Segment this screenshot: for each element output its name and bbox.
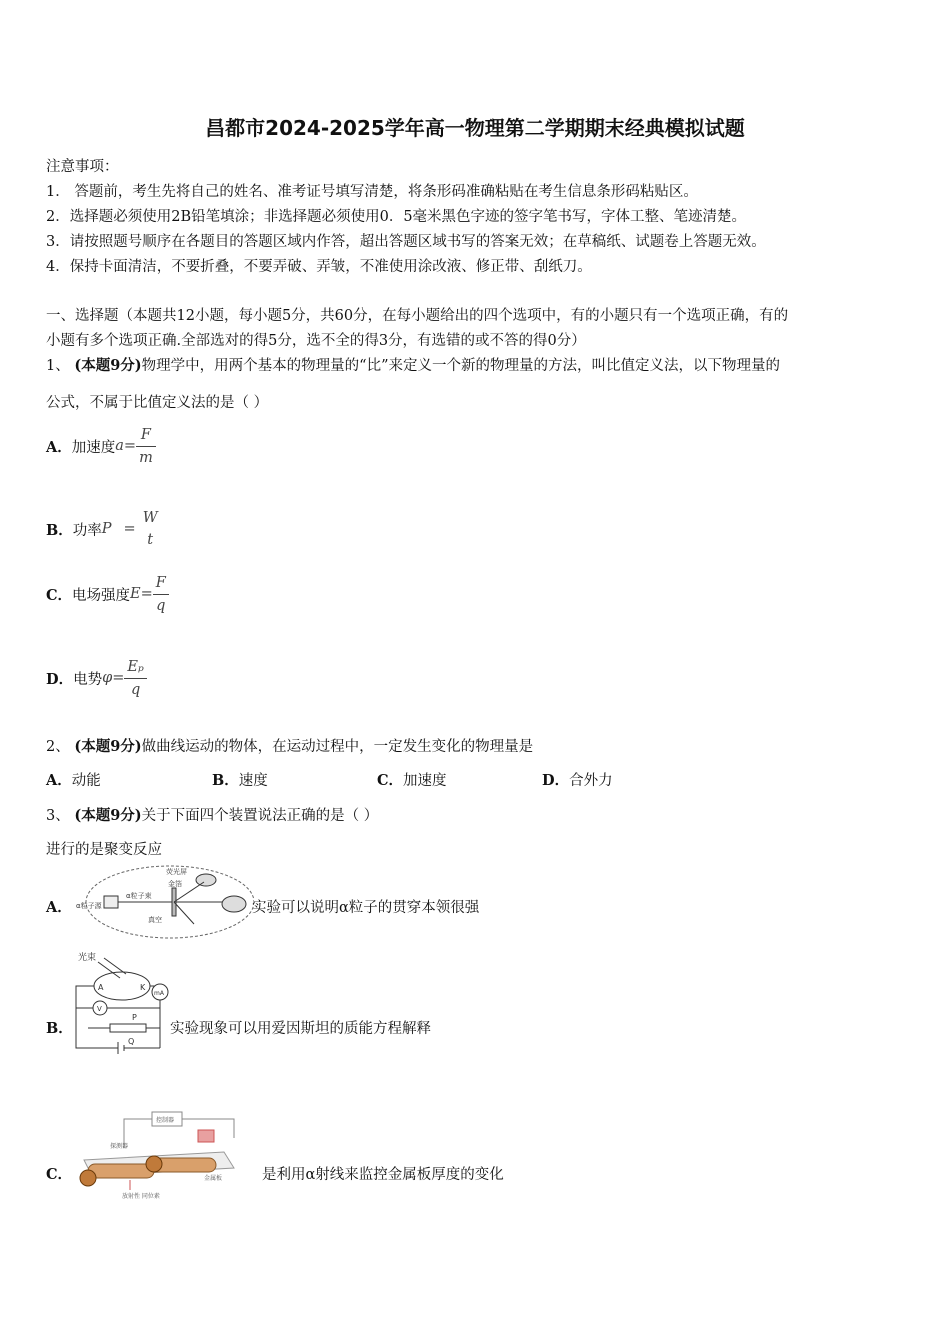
option-text: 电场强度 [72, 587, 131, 604]
q3-option-b-text: 实验现象可以用爱因斯坦的质能方程解释 [170, 1021, 431, 1037]
q3-option-a-text: 实验可以说明α粒子的贯穿本领很强 [252, 900, 480, 916]
formula-lhs: a [115, 438, 124, 454]
q1-stem-line1 [46, 354, 780, 375]
option-text: 加速度 [71, 439, 116, 456]
alpha-scattering-diagram [74, 862, 254, 942]
label-a: A [98, 983, 104, 992]
formula-fraction [140, 507, 161, 551]
q3-option-c-letter[interactable]: C． [46, 1166, 73, 1183]
option-letter: C． [377, 772, 404, 789]
option-text: 合外力 [569, 773, 613, 789]
q3-number: 3、 [46, 808, 70, 824]
fraction-denominator: q [156, 597, 166, 614]
fraction-denominator: m [139, 449, 153, 466]
label-source: 放射性 同位素 [122, 1193, 160, 1200]
q1-option-a[interactable] [46, 422, 156, 470]
q3-stray-text: 进行的是聚变反应 [46, 842, 162, 858]
label-k: K [140, 983, 146, 992]
q3-option-b-letter[interactable]: B． [46, 1020, 73, 1037]
q2-option-b[interactable] [212, 769, 268, 790]
notice-item-3: 3．请按照题号顺序在各题目的答题区域内作答，超出答题区域书写的答案无效；在草稿纸、试题卷上答题无效。 [46, 234, 766, 250]
q1-score: (本题9分) [74, 357, 142, 374]
notice-item-1: 1． 答题前，考生先将自己的姓名、准考证号填写清楚，将条形码准确粘贴在考生信息条形码粘贴区。 [46, 184, 698, 200]
formula-fraction [136, 424, 156, 469]
q2-option-d[interactable] [542, 769, 613, 790]
q2-score: (本题9分) [74, 738, 142, 755]
formula-lhs: P [101, 521, 112, 537]
option-text: 加速度 [403, 773, 447, 789]
q3-stem-text: 关于下面四个装置说法正确的是（ ） [141, 808, 379, 824]
equals-sign: = [123, 521, 136, 537]
q1-option-d[interactable] [46, 652, 147, 704]
q3-option-c-text: 是利用α射线来监控金属板厚度的变化 [262, 1167, 504, 1183]
fraction-numerator: Eₚ [124, 656, 146, 679]
fraction-numerator: W [142, 510, 158, 526]
notice-heading: 注意事项： [46, 159, 119, 175]
equals-sign: = [140, 586, 153, 602]
option-letter: A． [46, 438, 72, 456]
fraction-numerator: F [136, 424, 156, 447]
equals-sign: = [112, 670, 125, 686]
q2-stem [46, 735, 533, 756]
q3-stem [46, 804, 378, 825]
label-controller: 控制器 [156, 1117, 175, 1124]
formula-fraction [124, 656, 146, 701]
q2-option-a[interactable] [46, 769, 101, 790]
label-v: V [97, 1005, 102, 1013]
fraction-denominator: q [130, 681, 141, 698]
label-ma: mA [154, 990, 164, 997]
option-letter: A． [46, 772, 72, 789]
label-detector: 探测器 [110, 1143, 129, 1150]
option-letter: D． [542, 772, 570, 789]
formula-fraction [153, 572, 169, 617]
notice-item-2: 2．选择题必须使用2B铅笔填涂；非选择题必须使用0．5毫米黑色字迹的签字笔书写，字体工整、笔迹清楚。 [46, 209, 747, 225]
section-heading-line2: 小题有多个选项正确.全部选对的得5分，选不全的得3分，有选错的或不答的得0分） [46, 333, 586, 349]
option-text: 功率 [72, 522, 102, 539]
option-letter: D． [46, 670, 74, 688]
option-text: 动能 [71, 773, 101, 789]
formula-lhs: φ [102, 670, 113, 686]
fraction-numerator: F [153, 572, 169, 595]
q1-option-b[interactable] [46, 505, 161, 553]
label-light: 光束 [78, 953, 97, 963]
option-letter: C． [46, 586, 73, 604]
q2-stem-text: 做曲线运动的物体，在运动过程中，一定发生变化的物理量是 [141, 739, 534, 755]
label-source: α粒子源 [76, 902, 102, 910]
label-screen: 荧光屏 [166, 868, 187, 876]
q1-number: 1、 [46, 358, 70, 374]
q3-option-a-letter[interactable]: A． [46, 899, 72, 916]
q2-option-c[interactable] [377, 769, 447, 790]
formula-lhs: E [130, 586, 141, 602]
label-plate: 金属板 [204, 1175, 223, 1182]
page-title: 昌都市2024-2025学年高一物理第二学期期末经典模拟试题 [205, 116, 745, 140]
fraction-denominator: t [147, 532, 154, 548]
label-q: Q [128, 1037, 135, 1046]
equals-sign: = [123, 438, 137, 454]
label-foil: 金箔 [168, 880, 182, 888]
thickness-gauge-diagram [74, 1108, 264, 1212]
label-beam: α粒子束 [126, 892, 152, 900]
section-heading-line1: 一、选择题（本题共12小题，每小题5分，共60分，在每小题给出的四个选项中，有的小题只有一个选项正确，有的 [46, 308, 789, 324]
option-letter: B． [46, 521, 73, 539]
notice-item-4: 4．保持卡面清洁，不要折叠，不要弄破、弄皱，不准使用涂改液、修正带、刮纸刀。 [46, 259, 592, 275]
label-vacuum: 真空 [148, 916, 162, 924]
q1-stem-line2: 公式，不属于比值定义法的是（ ） [46, 395, 269, 411]
q1-stem-text: 物理学中，用两个基本的物理量的“比”来定义一个新的物理量的方法，叫比值定义法，以下物理量的 [141, 358, 780, 374]
q2-number: 2、 [46, 739, 70, 755]
option-letter: B． [212, 772, 239, 789]
photoelectric-circuit-diagram [70, 948, 174, 1072]
q3-score: (本题9分) [74, 807, 142, 824]
label-p: P [132, 1013, 137, 1022]
option-text: 电势 [73, 671, 103, 688]
option-text: 速度 [238, 773, 268, 789]
q1-option-c[interactable] [46, 568, 169, 620]
